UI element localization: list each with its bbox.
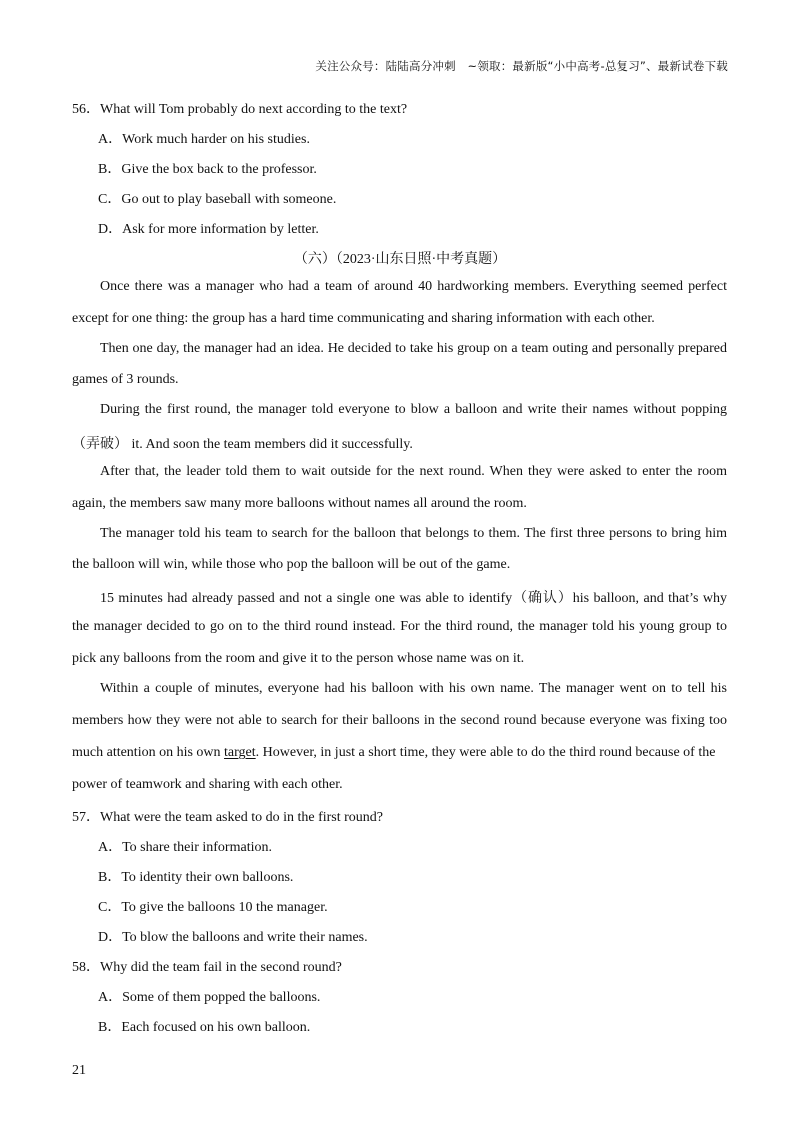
passage-p3-line2: （弄破） it. And soon the team members did it successfully. [72, 437, 413, 452]
passage-p7-line4: power of teamwork and sharing with each other. [72, 777, 343, 792]
question-57-stem: 57．What were the team asked to do in the first round? [72, 810, 384, 825]
question-57-option-c: C．To give the balloons 10 the manager. [98, 900, 328, 915]
question-56-stem: 56．What will Tom probably do next according to the text? [72, 102, 408, 117]
question-58-option-b: B．Each focused on his own balloon. [98, 1020, 311, 1035]
passage-p7-line3-end: . However, in just a short time, they were able to do the third round because of the [255, 745, 716, 760]
passage-p2-line2: games of 3 rounds. [72, 372, 179, 387]
passage-p4-line1: After that, the leader told them to wait outside for the next round. When they were asked to enter the room [100, 464, 727, 479]
passage-p7-line1: Within a couple of minutes, everyone had his balloon with his own name. The manager went on to tell his [100, 681, 727, 696]
page-number: 21 [72, 1063, 86, 1078]
passage-p6-line3: pick any balloons from the room and give it to the person whose name was on it. [72, 651, 525, 666]
passage-p1-line2: except for one thing: the group has a hard time communicating and sharing information with each other. [72, 311, 655, 326]
passage-p7-line2: members how they were not able to search for their balloons in the second round because everyone was fixing too [72, 713, 727, 728]
passage-p5-line2: the balloon will win, while those who pop the balloon will be out of the game. [72, 557, 511, 572]
question-58-stem: 58．Why did the team fail in the second round? [72, 960, 342, 975]
page-header: 关注公众号：陆陆高分冲刺 ~领取：最新版“小中高考-总复习”、最新试卷下载 [315, 59, 728, 73]
question-57-option-a: A．To share their information. [98, 840, 272, 855]
passage-p1-line1: Once there was a manager who had a team of around 40 hardworking members. Everything seemed perfect [100, 279, 727, 294]
question-58-option-a: A．Some of them popped the balloons. [98, 990, 321, 1005]
passage-p5-line1: The manager told his team to search for the balloon that belongs to them. The first three persons to bring him [100, 526, 727, 541]
passage-p4-line2: again, the members saw many more balloons without names all around the room. [72, 496, 527, 511]
passage-p6-line1: 15 minutes had already passed and not a single one was able to identify（确认）his balloon, and that’s why [100, 591, 727, 606]
question-57-option-d: D．To blow the balloons and write their names. [98, 930, 368, 945]
question-56-option-d: D．Ask for more information by letter. [98, 222, 319, 237]
passage-p3-line1: During the first round, the manager told everyone to blow a balloon and write their names without popping [100, 402, 727, 417]
passage-p6-line2: the manager decided to go on to the third round instead. For the third round, the manager told his young group to [72, 619, 727, 634]
passage-p7-line3 [72, 745, 715, 761]
question-56-option-a: A．Work much harder on his studies. [98, 132, 310, 147]
passage-p7-line3-start: much attention on his own [72, 745, 225, 760]
question-56-option-c: C．Go out to play baseball with someone. [98, 192, 337, 207]
section-title: （六）（2023·山东日照·中考真题） [293, 252, 507, 267]
passage-p2-line1: Then one day, the manager had an idea. He decided to take his group on a team outing and personally prepared [100, 341, 727, 356]
question-56-option-b: B．Give the box back to the professor. [98, 162, 317, 177]
question-57-option-b: B．To identity their own balloons. [98, 870, 294, 885]
underlined-word-target: target [224, 745, 256, 760]
